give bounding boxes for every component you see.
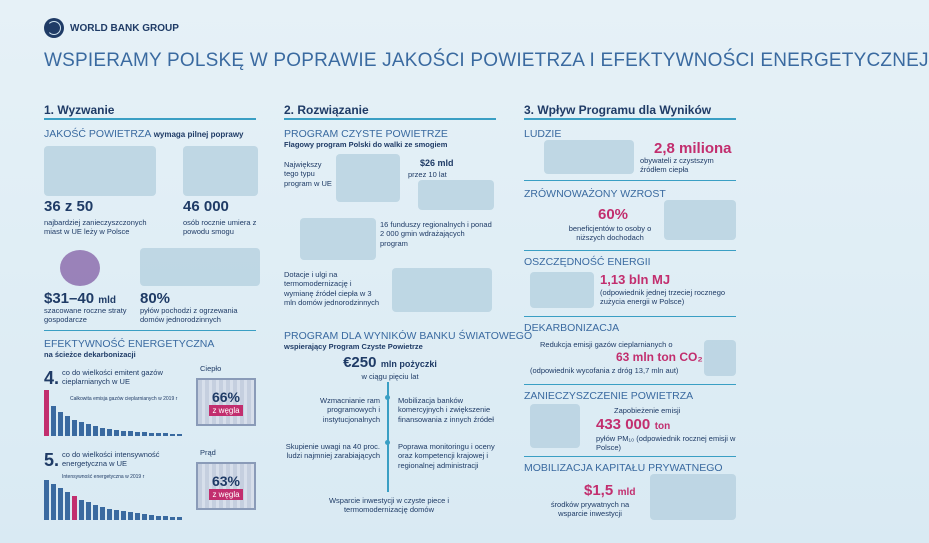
decarb-value: 63 mln ton CO₂ bbox=[616, 350, 703, 364]
decarb-text2: (odpowiednik wycofania z dróg 13,7 mln aut) bbox=[530, 366, 679, 375]
emission-bars bbox=[44, 390, 182, 436]
rank-emitter-text: co do wielkości emitent gazów cieplarnianych w UE bbox=[62, 368, 163, 387]
stat-deaths-value: 46 000 bbox=[183, 198, 229, 215]
action-framework: Wzmacnianie ram programowych i instytucjonalnych bbox=[319, 396, 380, 424]
program-funds: 16 funduszy regionalnych i ponad 2 000 gmin wdrażających program bbox=[380, 220, 492, 248]
growth-illustration bbox=[664, 200, 736, 240]
chart1-caption: Całkowita emisja gazów cieplarnianych w 2019 r bbox=[70, 396, 178, 402]
houses-illustration bbox=[140, 248, 260, 286]
divider bbox=[524, 250, 736, 251]
decarb-label: DEKARBONIZACJA bbox=[524, 322, 620, 334]
pollution-text2: pyłów PM₁₀ (odpowiednik rocznej emisji w Polsce) bbox=[596, 434, 736, 453]
house-illustration bbox=[392, 268, 492, 312]
rank-intensity-text: co do wielkości intensywność energetyczna w UE bbox=[62, 450, 160, 469]
pollution-value-block: 433 000 ton bbox=[596, 416, 671, 433]
air-quality-label: JAKOŚĆ POWIETRZA wymaga pilnej poprawy bbox=[44, 128, 244, 140]
factory-small-illustration bbox=[704, 340, 736, 376]
col2-heading: 2. Rozwiązanie bbox=[284, 103, 369, 117]
chart2-caption: Intensywność energetyczna w 2019 r bbox=[62, 474, 145, 480]
stat-cities-text: najbardziej zanieczyszczonych miast w UE leży w Polsce bbox=[44, 218, 147, 237]
heat-stamp: 66% z węgla bbox=[196, 378, 256, 426]
col2-rule bbox=[284, 118, 496, 120]
page-title: WSPIERAMY POLSKĘ W POPRAWIE JAKOŚCI POWIETRZA I EFEKTYWNOŚCI ENERGETYCZNEJ bbox=[44, 50, 929, 71]
stat-deaths-text: osób rocznie umiera z powodu smogu bbox=[183, 218, 257, 237]
factory-illustration bbox=[44, 146, 156, 196]
growth-value: 60% bbox=[598, 206, 629, 223]
stat-losses-value: $31–40 mld bbox=[44, 290, 117, 307]
capital-label: MOBILIZACJA KAPITAŁU PRYWATNEGO bbox=[524, 462, 723, 474]
program-sublabel: Flagowy program Polski do walki ze smogiem bbox=[284, 140, 448, 149]
loan-block: €250 mln pożyczki bbox=[343, 354, 437, 371]
action-monitoring: Poprawa monitoringu i oceny oraz kompetencji krajowej i regionalnej administracji bbox=[398, 442, 495, 470]
col3-rule bbox=[524, 118, 736, 120]
stat-dust-text: pyłów pochodzi z ogrzewania domów jednorodzinnych bbox=[140, 306, 238, 325]
pforr-sublabel: wspierający Program Czyste Powietrze bbox=[284, 342, 423, 351]
col1-rule bbox=[44, 118, 256, 120]
pforr-label: PROGRAM DLA WYNIKÓW BANKU ŚWIATOWEGO bbox=[284, 330, 533, 342]
people-value: 2,8 miliona bbox=[654, 140, 732, 157]
energy-sublabel: na ścieżce dekarbonizacji bbox=[44, 350, 136, 359]
logo-text: WORLD BANK GROUP bbox=[70, 22, 179, 34]
rank-emitter: 4. bbox=[44, 368, 60, 388]
map-illustration bbox=[300, 218, 376, 260]
rank-intensity: 5. bbox=[44, 450, 60, 470]
pollution-label: ZANIECZYSZCZENIE POWIETRZA bbox=[524, 390, 694, 402]
program-largest: Największy tego typu program w UE bbox=[284, 160, 332, 188]
program-label: PROGRAM CZYSTE POWIETRZE bbox=[284, 128, 448, 140]
handshake-illustration bbox=[650, 474, 736, 520]
globe-icon bbox=[44, 18, 64, 38]
coins-illustration bbox=[418, 180, 494, 210]
smog-person-illustration bbox=[183, 146, 258, 196]
action-investment: Wsparcie inwestycji w czyste piece i termomodernizację domów bbox=[328, 496, 450, 515]
savings-text: (odpowiednik jednej trzeciej rocznego zużycia energii w Polsce) bbox=[600, 288, 726, 307]
skyline-illustration bbox=[530, 404, 580, 448]
power-label: Prąd bbox=[200, 448, 216, 457]
decarb-text1: Redukcja emisji gazów cieplarnianych o bbox=[540, 340, 673, 349]
stat-dust-value: 80% bbox=[140, 290, 171, 307]
stat-losses-text: szacowane roczne straty gospodarcze bbox=[44, 306, 127, 325]
divider bbox=[524, 384, 736, 385]
people-text: obywateli z czystszym źródłem ciepła bbox=[640, 156, 714, 175]
people-label: LUDZIE bbox=[524, 128, 562, 140]
people-illustration bbox=[544, 140, 634, 174]
capital-value-block: $1,5 mld bbox=[584, 482, 636, 499]
divider bbox=[524, 180, 736, 181]
divider bbox=[524, 316, 736, 317]
divider bbox=[44, 330, 256, 331]
program-budget-text: przez 10 lat bbox=[408, 170, 447, 179]
piggy-bank-illustration bbox=[530, 272, 594, 308]
energy-label: EFEKTYWNOŚĆ ENERGETYCZNA bbox=[44, 338, 215, 350]
power-stamp: 63% z węgla bbox=[196, 462, 256, 510]
col3-heading: 3. Wpływ Programu dla Wyników bbox=[524, 103, 712, 117]
program-grants: Dotacje i ulgi na termomodernizację i wymianę źródeł ciepła w 3 mln domów jednorodzinnych bbox=[284, 270, 380, 308]
loan-text: w ciągu pięciu lat bbox=[361, 372, 419, 381]
dollar-illustration bbox=[60, 250, 100, 286]
pollution-text1: Zapobieżenie emisji bbox=[614, 406, 681, 415]
divider bbox=[524, 456, 736, 457]
runner-illustration bbox=[336, 154, 400, 202]
program-budget-value: $26 mld bbox=[420, 158, 454, 168]
savings-label: OSZCZĘDNOŚĆ ENERGII bbox=[524, 256, 651, 268]
intensity-bars bbox=[44, 476, 182, 520]
growth-text: beneficjentów to osoby o niższych dochodach bbox=[568, 224, 652, 243]
world-bank-logo bbox=[44, 18, 179, 38]
action-banks: Mobilizacja banków komercyjnych i zwiększenie finansowania z innych źródeł bbox=[398, 396, 494, 424]
timeline-dot bbox=[385, 440, 390, 445]
timeline-dot bbox=[385, 395, 390, 400]
capital-text: środków prywatnych na wsparcie inwestycji bbox=[550, 500, 630, 519]
growth-label: ZRÓWNOWAŻONY WZROST bbox=[524, 188, 666, 200]
col1-heading: 1. Wyzwanie bbox=[44, 103, 115, 117]
heat-label: Ciepło bbox=[200, 364, 222, 373]
savings-value: 1,13 bln MJ bbox=[600, 272, 671, 287]
action-low-income: Skupienie uwagi na 40 proc. ludzi najmniej zarabiających bbox=[285, 442, 380, 461]
stat-cities-value: 36 z 50 bbox=[44, 198, 94, 215]
